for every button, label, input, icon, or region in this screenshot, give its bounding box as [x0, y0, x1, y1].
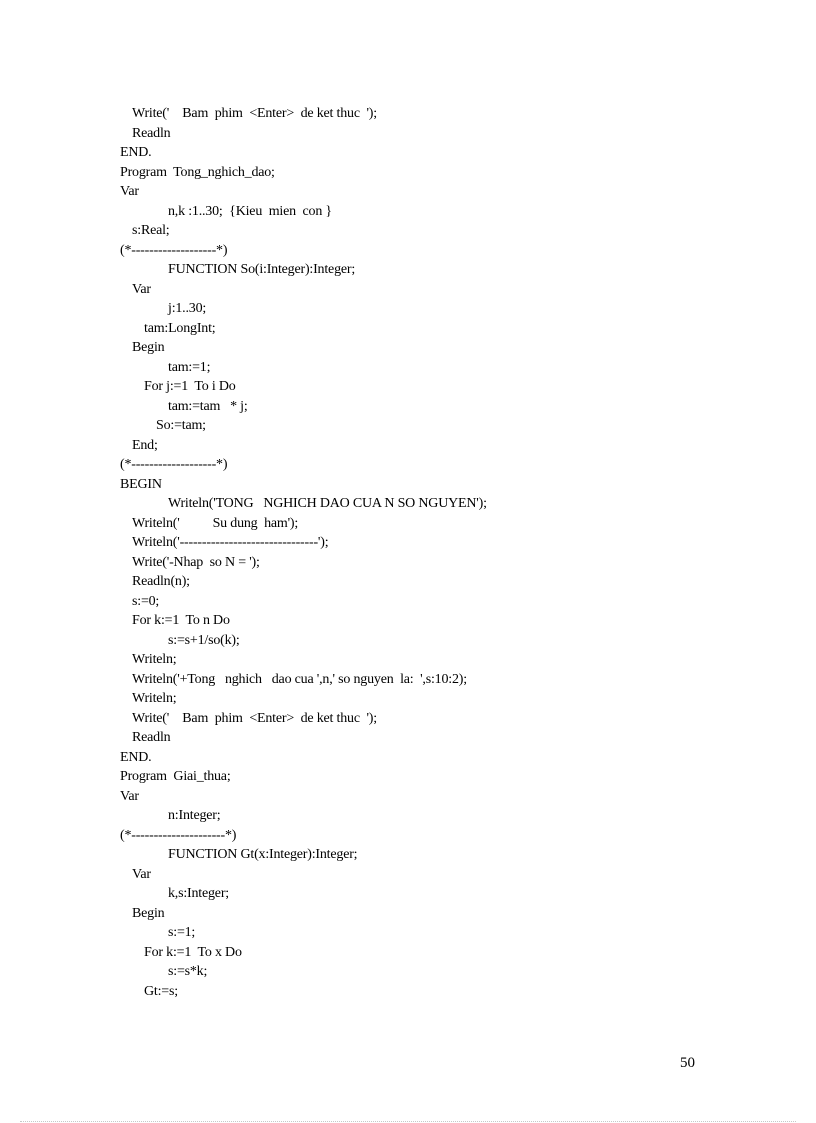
code-line: FUNCTION So(i:Integer):Integer;: [168, 262, 356, 277]
code-line: Write(' Bam phim <Enter> de ket thuc ');: [132, 106, 377, 121]
pascal-code-listing: [120, 104, 740, 1001]
code-line: Program Giai_thua;: [120, 769, 231, 784]
code-line: FUNCTION Gt(x:Integer):Integer;: [168, 847, 358, 862]
code-line: END.: [120, 749, 152, 765]
code-line: s:=s*k;: [168, 964, 208, 979]
code-line: So:=tam;: [156, 418, 206, 433]
code-line: Var: [132, 866, 151, 882]
code-line: Begin: [132, 905, 165, 921]
code-line: tam:=tam * j;: [168, 398, 248, 414]
code-line: n:Integer;: [168, 808, 221, 823]
code-line: Var: [120, 788, 139, 804]
code-line: (*-------------------*): [120, 242, 228, 258]
code-line: (*-------------------*): [120, 457, 228, 472]
code-line: s:=1;: [168, 925, 196, 940]
code-line: Write(' Bam phim <Enter> de ket thuc ');: [132, 710, 377, 726]
code-line: Writeln;: [132, 652, 177, 667]
code-line: Readln(n);: [132, 574, 190, 589]
code-line: s:Real;: [132, 223, 170, 238]
code-line: s:=s+1/so(k);: [168, 632, 240, 648]
page-number: 50: [680, 1055, 695, 1071]
code-line: Writeln('+Tong nghich dao cua ',n,' so nguyen la: ',s:10:2);: [132, 671, 467, 687]
code-line: Readln: [132, 125, 171, 141]
code-line: Program Tong_nghich_dao;: [120, 164, 275, 180]
code-line: For j:=1 To i Do: [144, 379, 236, 394]
page-bottom-rule: [20, 1121, 796, 1122]
code-line: For k:=1 To n Do: [132, 613, 230, 628]
code-line: For k:=1 To x Do: [144, 944, 242, 960]
code-line: Writeln;: [132, 691, 177, 706]
code-line: Var: [132, 281, 151, 297]
code-line: k,s:Integer;: [168, 886, 229, 901]
code-line: Gt:=s;: [144, 983, 178, 999]
code-line: Var: [120, 184, 139, 199]
code-line: Write('-Nhap so N = ');: [132, 554, 260, 570]
code-line: n,k :1..30; {Kieu mien con }: [168, 203, 332, 219]
code-line: (*---------------------*): [120, 827, 237, 843]
code-line: Begin: [132, 340, 165, 355]
code-line: Readln: [132, 730, 171, 745]
code-line: tam:=1;: [168, 359, 211, 375]
code-line: Writeln(' Su dung ham');: [132, 515, 299, 531]
code-line: BEGIN: [120, 476, 162, 492]
code-line: Writeln('TONG NGHICH DAO CUA N SO NGUYEN');: [168, 496, 487, 511]
code-line: Writeln('-------------------------------');: [132, 535, 329, 550]
code-line: s:=0;: [132, 593, 160, 609]
code-line: j:1..30;: [168, 301, 207, 316]
code-line: END.: [120, 145, 152, 160]
code-line: End;: [132, 437, 158, 453]
code-line: tam:LongInt;: [144, 320, 216, 336]
